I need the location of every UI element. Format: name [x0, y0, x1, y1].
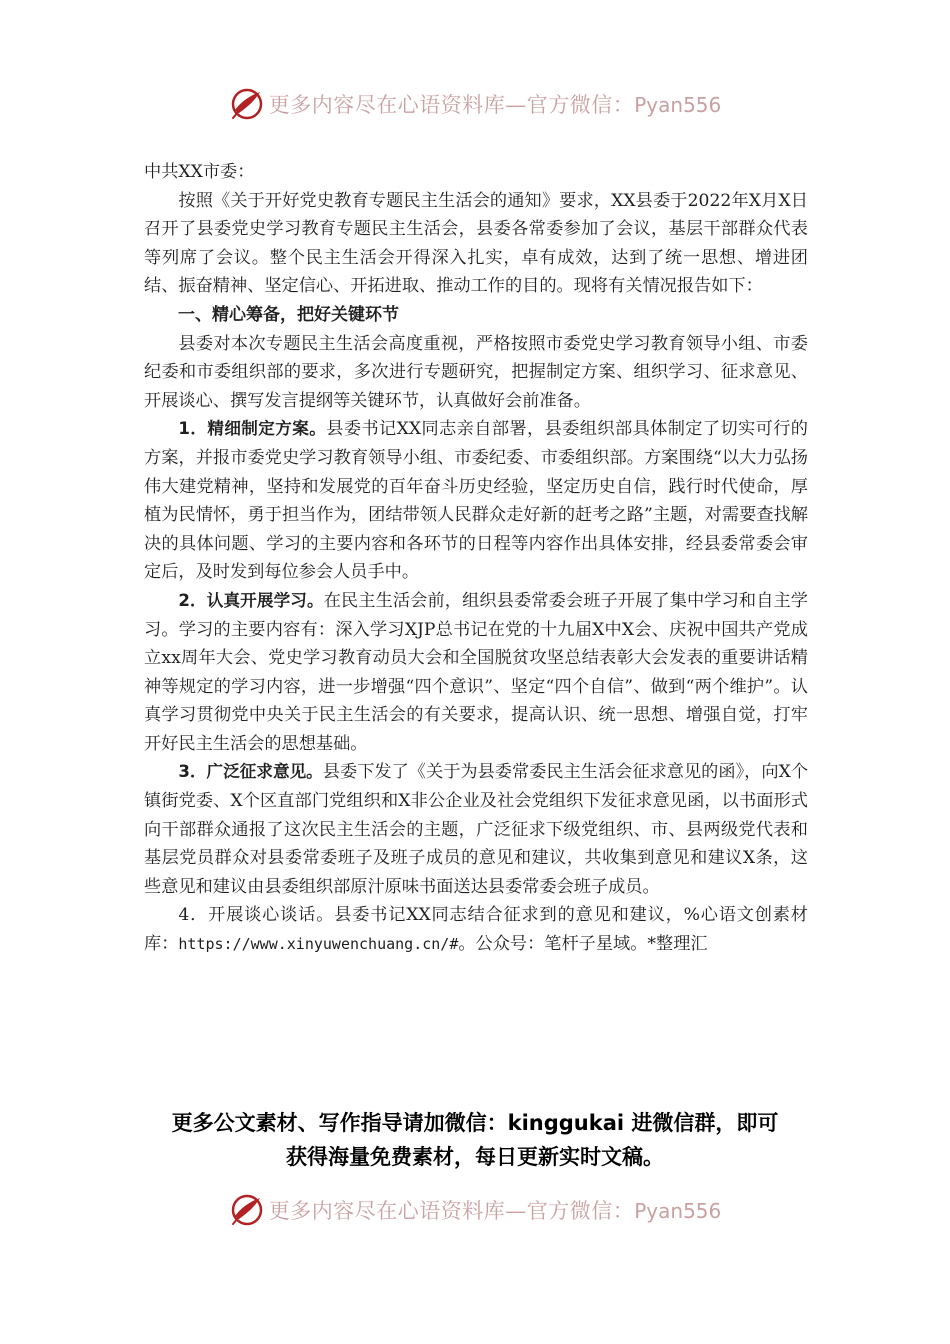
- intro-paragraph: 按照《关于开好党史教育专题民主生活会的通知》要求，XX县委于2022年X月X日召开了县委党史学习教育专题民主生活会，县委各常委参加了会议，基层干部群众代表等列席了会议。整个民主生活会开得深入扎实，卓有成效，达到了统一思想、增进团结、振奋精神、坚定信心、开拓进取、推动工作的目的。现将有关情况报告如下：: [144, 190, 808, 297]
- pen-nib-logo-icon: [229, 1192, 265, 1228]
- header-banner: [0, 84, 950, 124]
- item-2-paragraph: [144, 587, 808, 759]
- item-2-text: 在民主生活会前，组织县委常委会班子开展了集中学习和自主学习。学习的主要内容有：深入学习XJP总书记在党的十九届X中X会、庆祝中国共产党成立xx周年大会、党史学习教育动员大会和全国脱贫攻坚总结表彰大会发表的重要讲话精神等规定的学习内容，进一步增强“四个意识”、坚定“四个自信”、做到“两个维护”。认真学习贯彻党中央关于民主生活会的有关要求，提高认识、统一思想、增强自觉，打牢开好民主生活会的思想基础。: [144, 590, 808, 754]
- promo-line-1: 更多公文素材、写作指导请加微信：kinggukai 进微信群，即可: [171, 1111, 779, 1135]
- footer-banner: [0, 1190, 950, 1230]
- footer-banner-text: 更多内容尽在心语资料库—官方微信：Pyan556: [268, 1199, 722, 1223]
- salutation: 中共XX市委：: [144, 162, 255, 182]
- item-3-text: 县委下发了《关于为县委常委民主生活会征求意见的函》，向X个镇街党委、X个区直部门党组织和X非公企业及社会党组织下发征求意见函，以书面形式向干部群众通报了这次民主生活会的主题，广泛征求下级党组织、市、县两级党代表和基层党员群众对县委常委班子及班子成员的意见和建议，共收集到意见和建议X条，这些意见和建议由县委组织部原汁原味书面送达县委常委会班子成员。: [144, 762, 809, 897]
- footer-wechat-id: Pyan556: [634, 1199, 722, 1223]
- section1-heading: 一、精心筹备，把好关键环节: [178, 304, 399, 325]
- pen-nib-logo-icon: [229, 86, 265, 122]
- item-4-text-b: 。公众号：笔杆子星域。*整理汇: [458, 934, 708, 955]
- item-3-lead: 3．广泛征求意见。: [178, 762, 323, 782]
- item-1-paragraph: [144, 415, 808, 587]
- item-3-paragraph: [144, 758, 808, 901]
- promo-line-2: 获得海量免费素材，每日更新实时文稿。: [286, 1145, 664, 1169]
- item-1-text: 县委书记XX同志亲自部署，县委组织部具体制定了切实可行的方案，并报市委党史学习教育领导小组、市委纪委、市委组织部。方案围绕“以大力弘扬伟大建党精神，坚持和发展党的百年奋斗历史经验，坚定历史自信，践行时代使命，厚植为民情怀，勇于担当作为，团结带领人民群众走好新的赶考之路”主题，对需要查找解决的具体问题、学习的主要内容和各环节的日程等内容作出具体安排，经县委常委会审定后，及时发到每位参会人员手中。: [144, 419, 808, 583]
- item-2-lead: 2．认真开展学习。: [178, 590, 324, 610]
- header-wechat-id: Pyan556: [634, 93, 722, 117]
- item-4-text-a: 4．开展谈心谈话。县委书记XX同志结合征求到的意见和建议，%心语文创素材库：: [144, 905, 808, 955]
- header-banner-text: 更多内容尽在心语资料库—官方微信：Pyan556: [268, 93, 722, 117]
- section1-intro: 县委对本次专题民主生活会高度重视，严格按照市委党史学习教育领导小组、市委纪委和市委组织部的要求，多次进行专题研究，把握制定方案、组织学习、征求意见、开展谈心、撰写发言提纲等关键环节，认真做好会前准备。: [144, 333, 808, 411]
- promo-block: [0, 1106, 950, 1174]
- item-4-url: https://www.xinyuwenchuang.cn/#: [178, 935, 459, 954]
- item-1-lead: 1．精细制定方案。: [178, 419, 327, 439]
- document-body: [144, 158, 808, 959]
- item-4-paragraph: [144, 901, 808, 958]
